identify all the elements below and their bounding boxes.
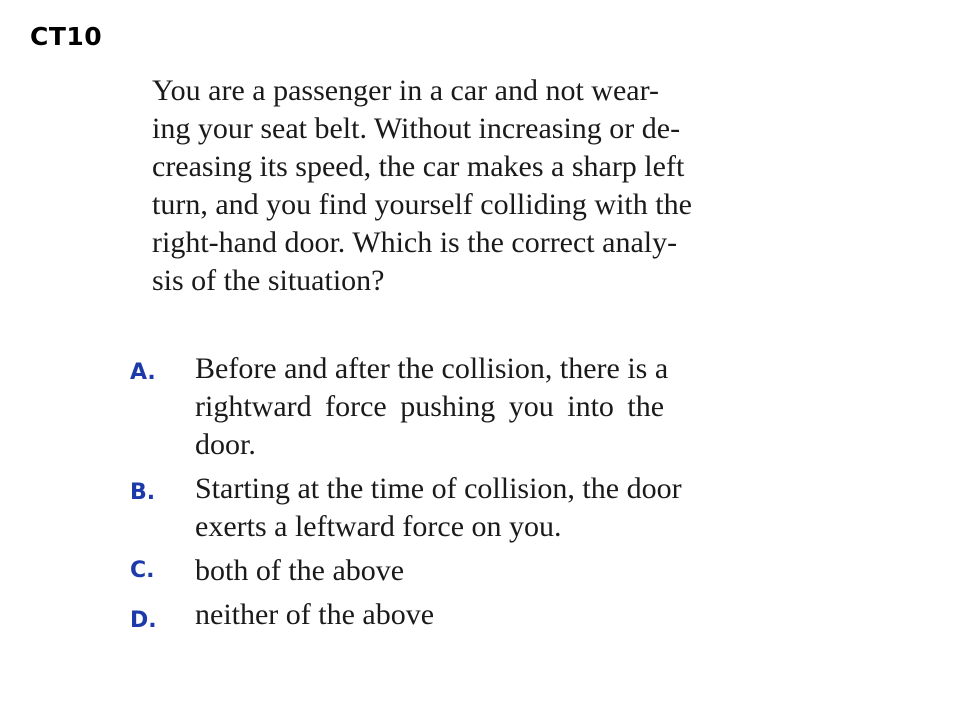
option-c-line: both of the above xyxy=(195,554,405,587)
question-line: You are a passenger in a car and not wear- xyxy=(152,74,659,107)
slide-id: CT10 xyxy=(30,22,103,51)
option-a-line: rightward force pushing you into the xyxy=(195,390,665,423)
option-c-letter: C. xyxy=(130,558,155,583)
option-d-line: neither of the above xyxy=(195,598,435,631)
question-line: turn, and you find yourself colliding with the xyxy=(152,188,692,221)
option-d-letter: D. xyxy=(130,608,157,633)
option-a-line: Before and after the collision, there is a xyxy=(195,352,669,385)
question-line: creasing its speed, the car makes a sharp left xyxy=(152,150,685,183)
question-line: sis of the situation? xyxy=(152,264,385,297)
option-b-letter: B. xyxy=(130,480,156,505)
option-b-line: Starting at the time of collision, the door xyxy=(195,472,682,505)
question-line: ing your seat belt. Without increasing or de- xyxy=(152,112,681,145)
option-a-letter: A. xyxy=(130,360,156,385)
option-a-line: door. xyxy=(195,428,256,461)
option-b-line: exerts a leftward force on you. xyxy=(195,510,562,543)
question-line: right-hand door. Which is the correct analy- xyxy=(152,226,678,259)
